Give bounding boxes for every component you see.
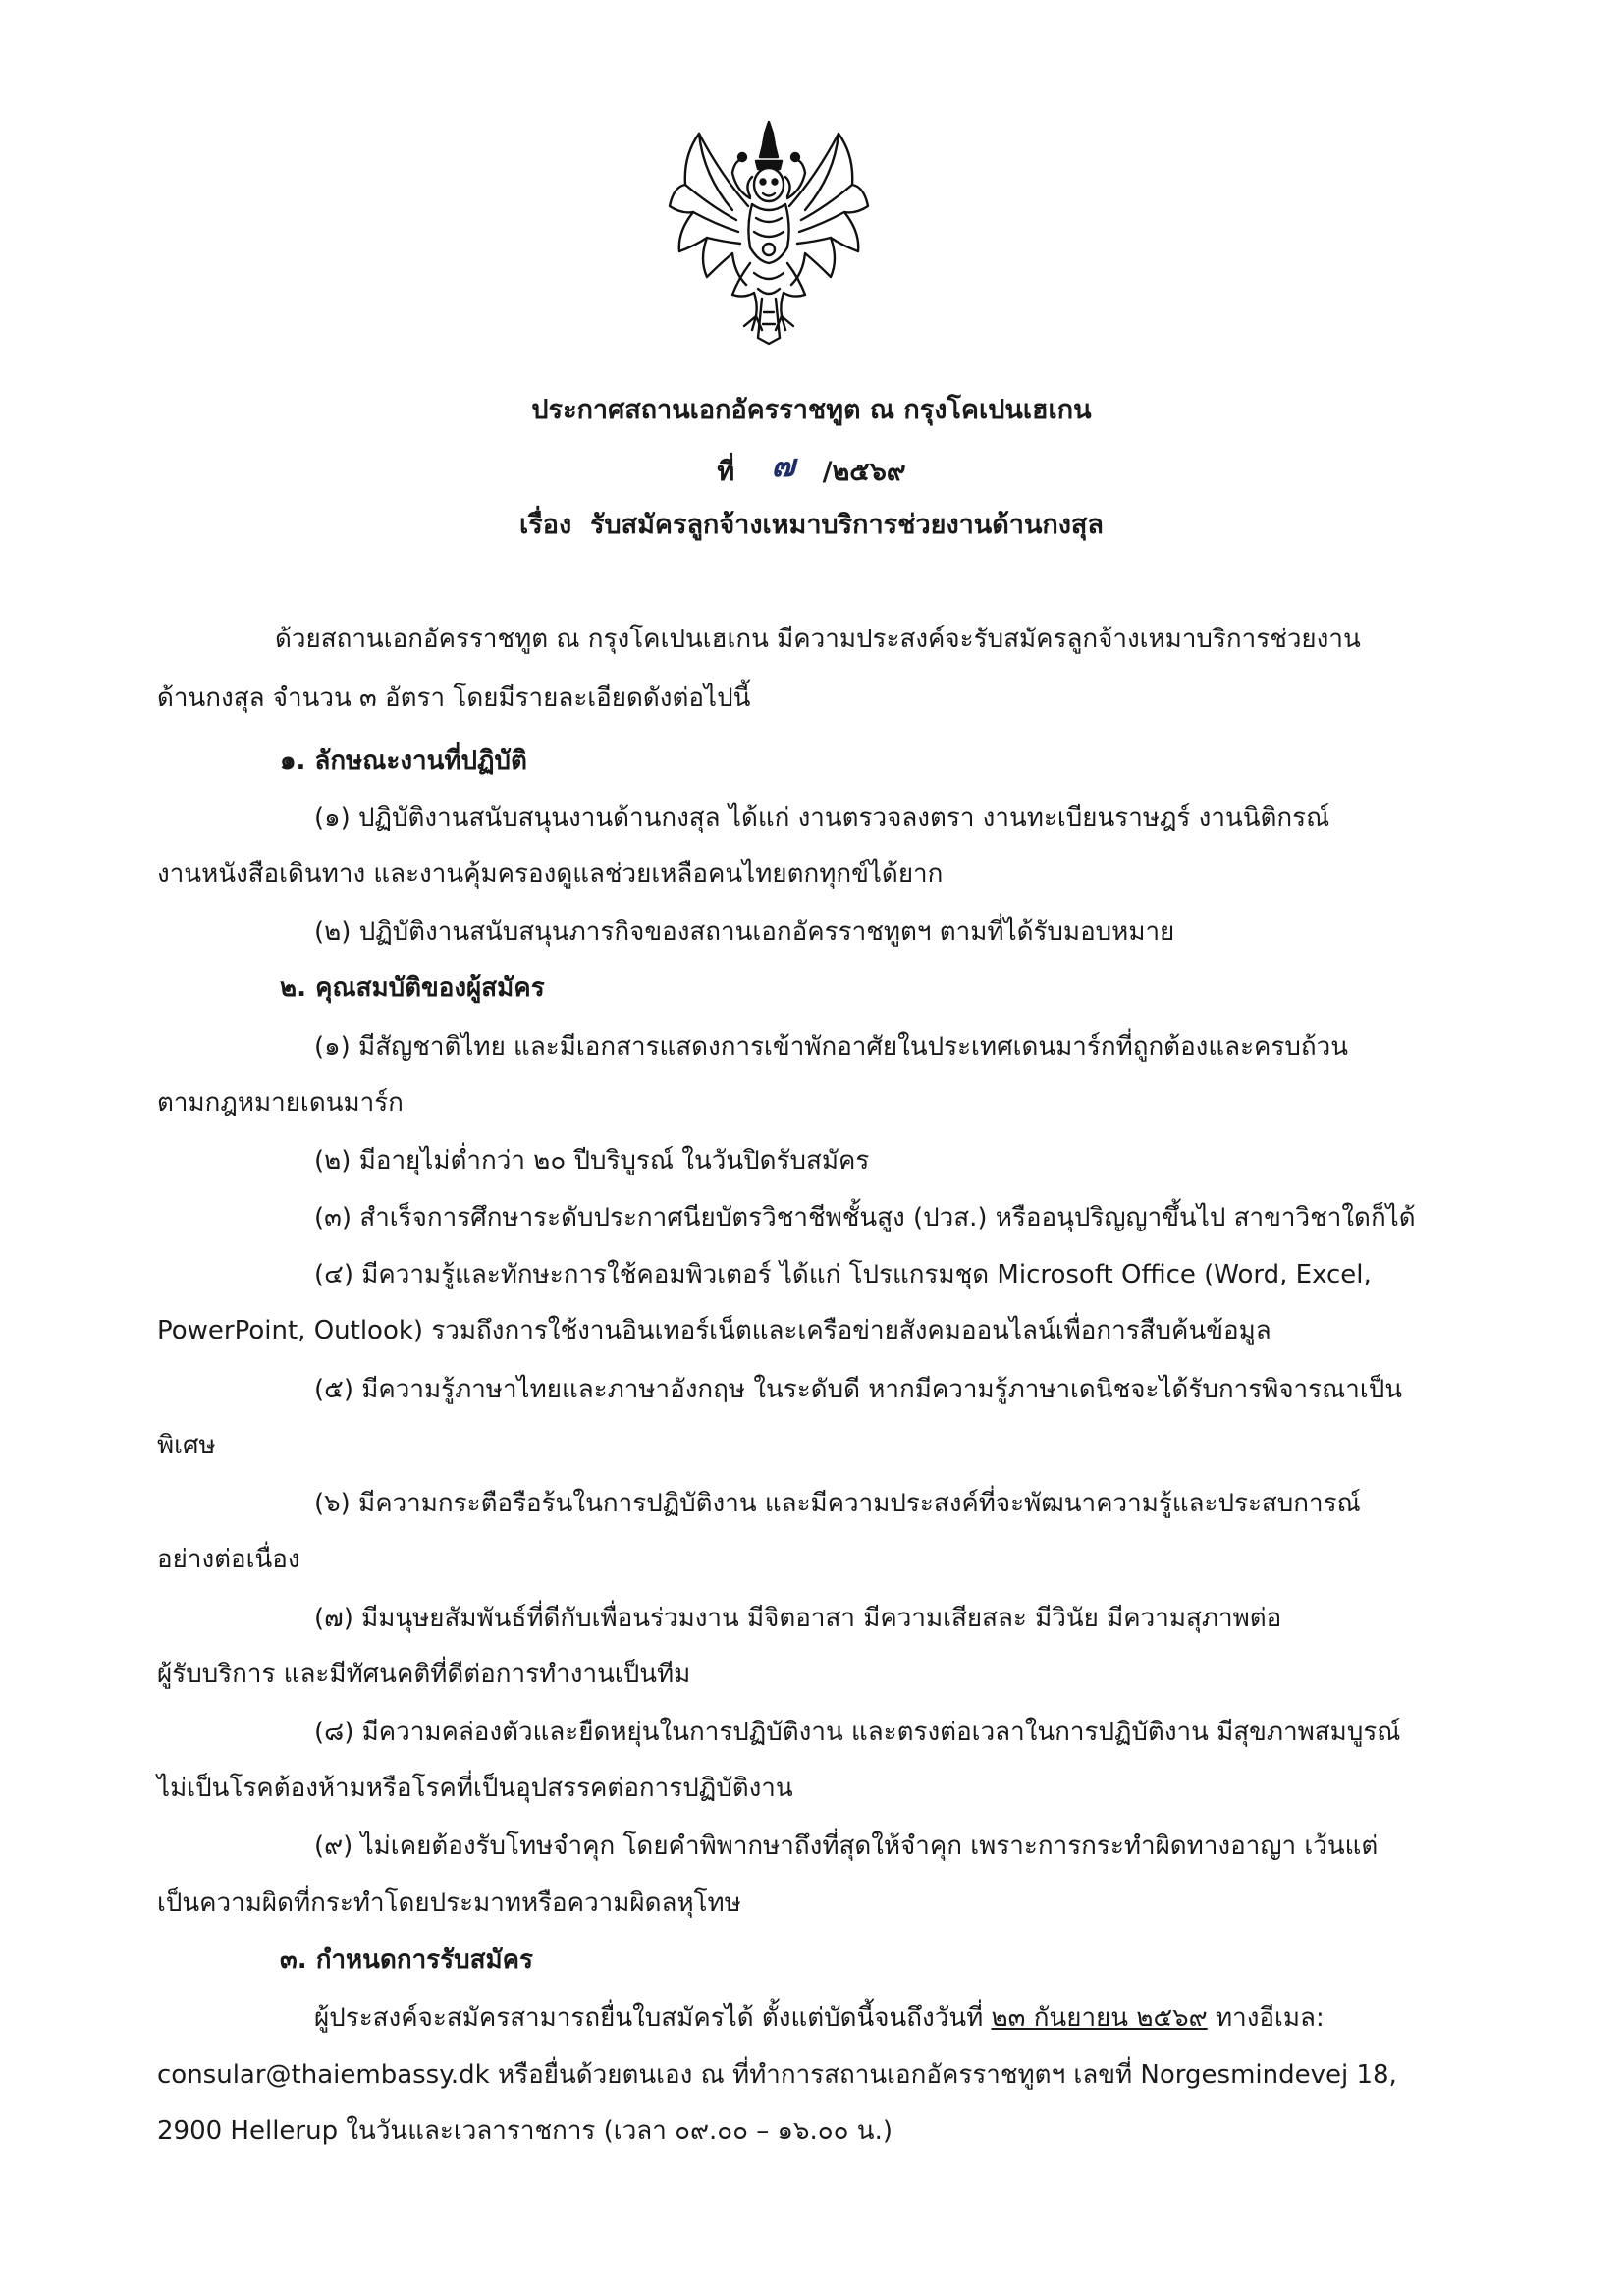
qualification-7-line-1: (๗) มีมนุษยสัมพันธ์ที่ดีกับเพื่อนร่วมงาน มีจิตอาสา มีความเสียสละ มีวินัย มีความสุภาพต่อ xyxy=(314,1604,1282,1633)
qualification-1-line-2: ตามกฎหมายเดนมาร์ก xyxy=(157,1088,404,1118)
qualification-7-line-2: ผู้รับบริการ และมีทัศนคติที่ดีต่อการทำงานเป็นทีม xyxy=(157,1660,691,1689)
application-line-1 xyxy=(314,2000,1325,2036)
subject-line xyxy=(0,508,1623,543)
section-1-item-1-line-1: (๑) ปฏิบัติงานสนับสนุนงานด้านกงสุล ได้แก่ งานตรวจลงตรา งานทะเบียนราษฎร์ งานนิติกรณ์ xyxy=(314,803,1330,833)
qualification-4-line-1: (๔) มีความรู้และทักษะการใช้คอมพิวเตอร์ ได้แก่ โปรแกรมชุด Microsoft Office (Word, Excel, xyxy=(314,1260,1372,1289)
application-deadline: ๒๓ กันยายน ๒๕๖๙ xyxy=(991,2003,1208,2033)
qualification-5-line-1: (๕) มีความรู้ภาษาไทยและภาษาอังกฤษ ในระดับดี หากมีความรู้ภาษาเดนิชจะได้รับการพิจารณาเป็น xyxy=(314,1375,1402,1404)
section-1-heading: ๑. ลักษณะงานที่ปฏิบัติ xyxy=(280,746,527,776)
section-3-heading: ๓. กำหนดการรับสมัคร xyxy=(280,1945,533,1975)
announcement-title: ประกาศสถานเอกอัครราชทูต ณ กรุงโคเปนเฮเกน xyxy=(531,395,1092,425)
document-number-prefix: ที่ xyxy=(717,457,735,487)
document-number xyxy=(0,447,1623,490)
application-line-2: consular@thaiembassy.dk หรือยื่นด้วยตนเอง ณ ที่ทำการสถานเอกอัครราชทูตฯ เลขที่ Norgesmindevej 18, xyxy=(157,2060,1397,2090)
subject-label: เรื่อง xyxy=(519,510,572,540)
qualification-8-line-1: (๘) มีความคล่องตัวและยืดหยุ่นในการปฏิบัติงาน และตรงต่อเวลาในการปฏิบัติงาน มีสุขภาพสมบูรณ์ xyxy=(314,1718,1401,1747)
qualification-5-line-2: พิเศษ xyxy=(157,1431,216,1460)
application-line-1-start: ผู้ประสงค์จะสมัครสามารถยื่นใบสมัครได้ ตั้งแต่บัดนี้จนถึงวันที่ xyxy=(314,2003,984,2033)
qualification-1-line-1: (๑) มีสัญชาติไทย และมีเอกสารแสดงการเข้าพักอาศัยในประเทศเดนมาร์กที่ถูกต้องและครบถ้วน xyxy=(314,1032,1349,1062)
section-1-item-2: (๒) ปฏิบัติงานสนับสนุนภารกิจของสถานเอกอัครราชทูตฯ ตามที่ได้รับมอบหมาย xyxy=(314,917,1175,947)
qualification-9-line-2: เป็นความผิดที่กระทำโดยประมาทหรือความผิดลหุโทษ xyxy=(157,1888,741,1918)
intro-line-2: ด้านกงสุล จำนวน ๓ อัตรา โดยมีรายละเอียดดังต่อไปนี้ xyxy=(157,683,751,713)
section-2-heading: ๒. คุณสมบัติของผู้สมัคร xyxy=(280,973,545,1003)
subject-text: รับสมัครลูกจ้างเหมาบริการช่วยงานด้านกงสุล xyxy=(589,510,1104,540)
application-line-3: 2900 Hellerup ในวันและเวลาราชการ (เวลา ๐๙.๐๐ – ๑๖.๐๐ น.) xyxy=(157,2116,893,2146)
qualification-4-line-2: PowerPoint, Outlook) รวมถึงการใช้งานอินเทอร์เน็ตและเครือข่ายสังคมออนไลน์เพื่อการสืบค้นข้อมูล xyxy=(157,1316,1271,1345)
application-line-1-end: ทางอีเมล: xyxy=(1215,2003,1325,2033)
qualification-9-line-1: (๙) ไม่เคยต้องรับโทษจำคุก โดยคำพิพากษาถึงที่สุดให้จำคุก เพราะการกระทำผิดทางอาญา เว้นแต่ xyxy=(314,1831,1379,1861)
section-1-item-1-line-2: งานหนังสือเดินทาง และงานคุ้มครองดูแลช่วยเหลือคนไทยตกทุกข์ได้ยาก xyxy=(157,859,944,889)
document-number-handwritten: ๗ xyxy=(771,447,795,484)
qualification-3: (๓) สำเร็จการศึกษาระดับประกาศนียบัตรวิชาชีพชั้นสูง (ปวส.) หรืออนุปริญญาขึ้นไป สาขาวิชาใดก็ได้ xyxy=(314,1203,1416,1232)
qualification-6-line-1: (๖) มีความกระตือรือร้นในการปฏิบัติงาน และมีความประสงค์ที่จะพัฒนาความรู้และประสบการณ์ xyxy=(314,1489,1361,1518)
garuda-emblem-icon xyxy=(664,116,875,347)
qualification-2: (๒) มีอายุไม่ต่ำกว่า ๒๐ ปีบริบูรณ์ ในวันปิดรับสมัคร xyxy=(314,1146,870,1175)
intro-line-1: ด้วยสถานเอกอัครราชทูต ณ กรุงโคเปนเฮเกน มีความประสงค์จะรับสมัครลูกจ้างเหมาบริการช่วยงาน xyxy=(275,625,1361,654)
qualification-8-line-2: ไม่เป็นโรคต้องห้ามหรือโรคที่เป็นอุปสรรคต่อการปฏิบัติงาน xyxy=(157,1774,793,1803)
qualification-6-line-2: อย่างต่อเนื่อง xyxy=(157,1545,300,1574)
document-number-year: /๒๕๖๙ xyxy=(822,457,906,487)
